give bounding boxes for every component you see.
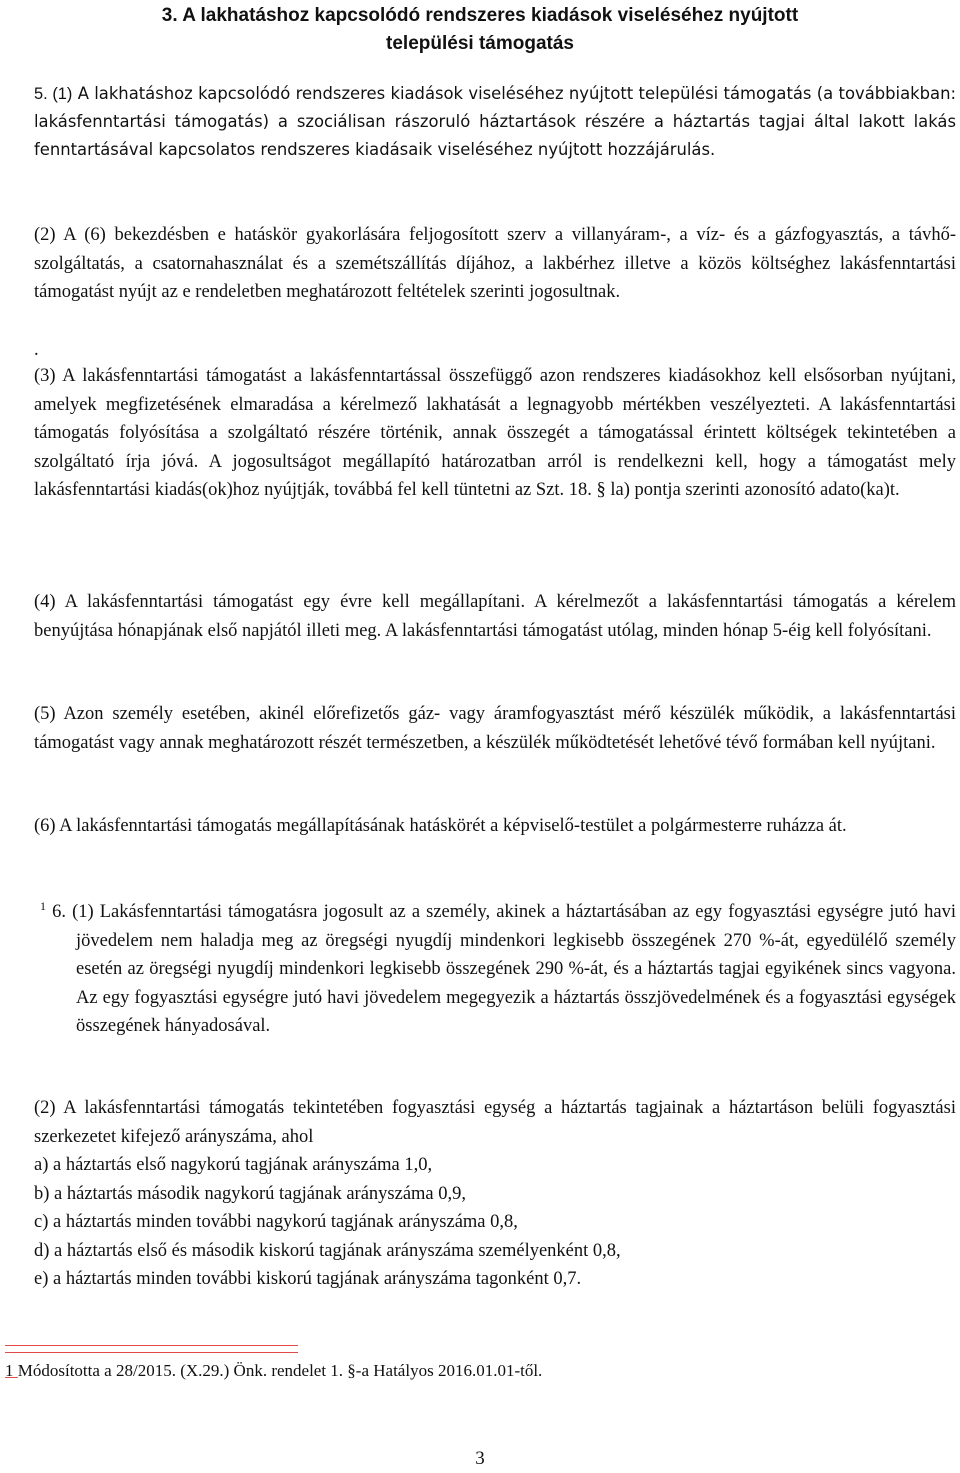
paragraph-3-number: (3): [34, 366, 56, 386]
paragraph-3: [34, 362, 956, 505]
section-6-lead: 6. (1): [46, 902, 94, 922]
footnote: [5, 1359, 542, 1383]
section-heading: [80, 2, 880, 58]
footnote-separator-line: [5, 1345, 298, 1346]
section-6-paragraph-2-text: A lakásfenntartási támogatás tekintetében fogyasztási egység a háztartás tagjainak a háztartáson belüli fogyasztási szerkezetet kifejező arányszáma, ahol: [34, 1098, 956, 1147]
section-5-text: A lakhatáshoz kapcsolódó rendszeres kiadások viseléséhez nyújtott települési támogatás (a továbbiakban: lakásfenntartási támogatás) a szociálisan rászoruló háztartások részére a háztartás tagjai által lakott lakás fenntartásával kapcsolatos rendszeres kiadásaik viseléséhez nyújtott hozzájárulás.: [34, 84, 956, 160]
paragraph-6-text: A lakásfenntartási támogatás megállapításának hatáskörét a képviselő-testület a polgármesterre ruházza át.: [55, 816, 847, 836]
paragraph-3-text: A lakásfenntartási támogatást a lakásfenntartással összefüggő azon rendszeres kiadásokhoz kell elsősorban nyújtani, amelyek megfizetésének elmaradása a kérelmező lakhatását a legnagyobb mértékben veszélyezteti. A lakásfenntartási támogatás folyósítása a szolgáltató részére történik, annak összegét a támogatással érintett költségek tekintetében a szolgáltató írja jóvá. A jogosultságot megállapító határozatban arról is rendelkezni kell, hogy a támogatást mely lakásfenntartási kiadás(ok)hoz nyújtják, továbbá fel kell tüntetni az Szt. 18. § la) pontja szerinti azonosító adato(ka)t.: [34, 366, 956, 501]
section-5-lead: 5. (1): [34, 85, 73, 103]
list-item: e) a háztartás minden további kiskorú tagjának arányszáma tagonként 0,7.: [34, 1269, 582, 1290]
section-6-paragraph-1: [40, 898, 956, 1041]
section-6-text: Lakásfenntartási támogatásra jogosult az a személy, akinek a háztartásában az egy fogyasztási egységre jutó havi jövedelem nem haladja meg az öregségi nyugdíj mindenkori legkisebb összegének 270 %-át, egyedülélő személy esetén az öregségi nyugdíj mindenkori legkisebb összegének 290 %-át, és a háztartás tagjai egyikének sincs vagyona. Az egy fogyasztási egységre jutó havi jövedelem megegyezik a háztartás összjövedelmének és a fogyasztási egységek összegének hányadosával.: [76, 902, 956, 1037]
section-6-paragraph-2-number: (2): [34, 1098, 56, 1118]
page-number: 3: [475, 1448, 485, 1469]
paragraph-6-number: (6): [34, 816, 56, 836]
list-item: d) a háztartás első és második kiskorú tagjának arányszáma személyenként 0,8,: [34, 1240, 621, 1261]
paragraph-6: [34, 812, 956, 841]
section-6-paragraph-2: [34, 1094, 956, 1151]
paragraph-4-number: (4): [34, 592, 56, 612]
paragraph-4-text: A lakásfenntartási támogatást egy évre kell megállapítani. A kérelmezőt a lakásfenntartási támogatás a kérelem benyújtása hónapjának első napjától illeti meg. A lakásfenntartási támogatást utólag, minden hónap 5-éig kell folyósítani.: [34, 592, 956, 641]
list-item: b) a háztartás második nagykorú tagjának arányszáma 0,9,: [34, 1183, 467, 1204]
paragraph-4: [34, 588, 956, 645]
heading-line-2: települési támogatás: [386, 33, 574, 54]
paragraph-2-text: A (6) bekezdésben e hatáskör gyakorlására feljogosított szerv a villanyáram-, a víz- és a gázfogyasztás, a távhő-szolgáltatás, a csatornahasználat és a szemétszállítás díjához, a lakbérhez illetve a közös költséghez lakásfenntartási támogatást nyújt az e rendeletben meghatározott feltételek szerinti jogosultnak.: [34, 225, 956, 303]
footnote-separator-line: [5, 1352, 298, 1353]
list-item: c) a háztartás minden további nagykorú tagjának arányszáma 0,8,: [34, 1212, 518, 1233]
paragraph-5: [34, 700, 956, 757]
footnote-text: Módosította a 28/2015. (X.29.) Önk. rendelet 1. §-a Hatályos 2016.01.01-től.: [17, 1361, 543, 1380]
section-5-paragraph-1: [34, 80, 956, 165]
footnote-mark: 1: [5, 1361, 18, 1380]
footnote-reference[interactable]: 1: [40, 898, 46, 913]
ratio-list: [34, 1151, 934, 1294]
heading-line-1: 3. A lakhatáshoz kapcsolódó rendszeres kiadások viseléséhez nyújtott: [161, 5, 799, 26]
paragraph-5-number: (5): [34, 704, 56, 724]
paragraph-2-number: (2): [34, 225, 56, 245]
paragraph-5-text: Azon személy esetében, akinél előrefizetős gáz- vagy áramfogyasztást mérő készülék működik, a lakásfenntartási támogatást vagy annak meghatározott részét természetben, a készülék működtetését lehetővé tévő formában kell nyújtani.: [34, 704, 956, 753]
list-item: a) a háztartás első nagykorú tagjának arányszáma 1,0,: [34, 1155, 433, 1175]
paragraph-2: [34, 221, 956, 307]
separator-dot: .: [34, 340, 39, 360]
